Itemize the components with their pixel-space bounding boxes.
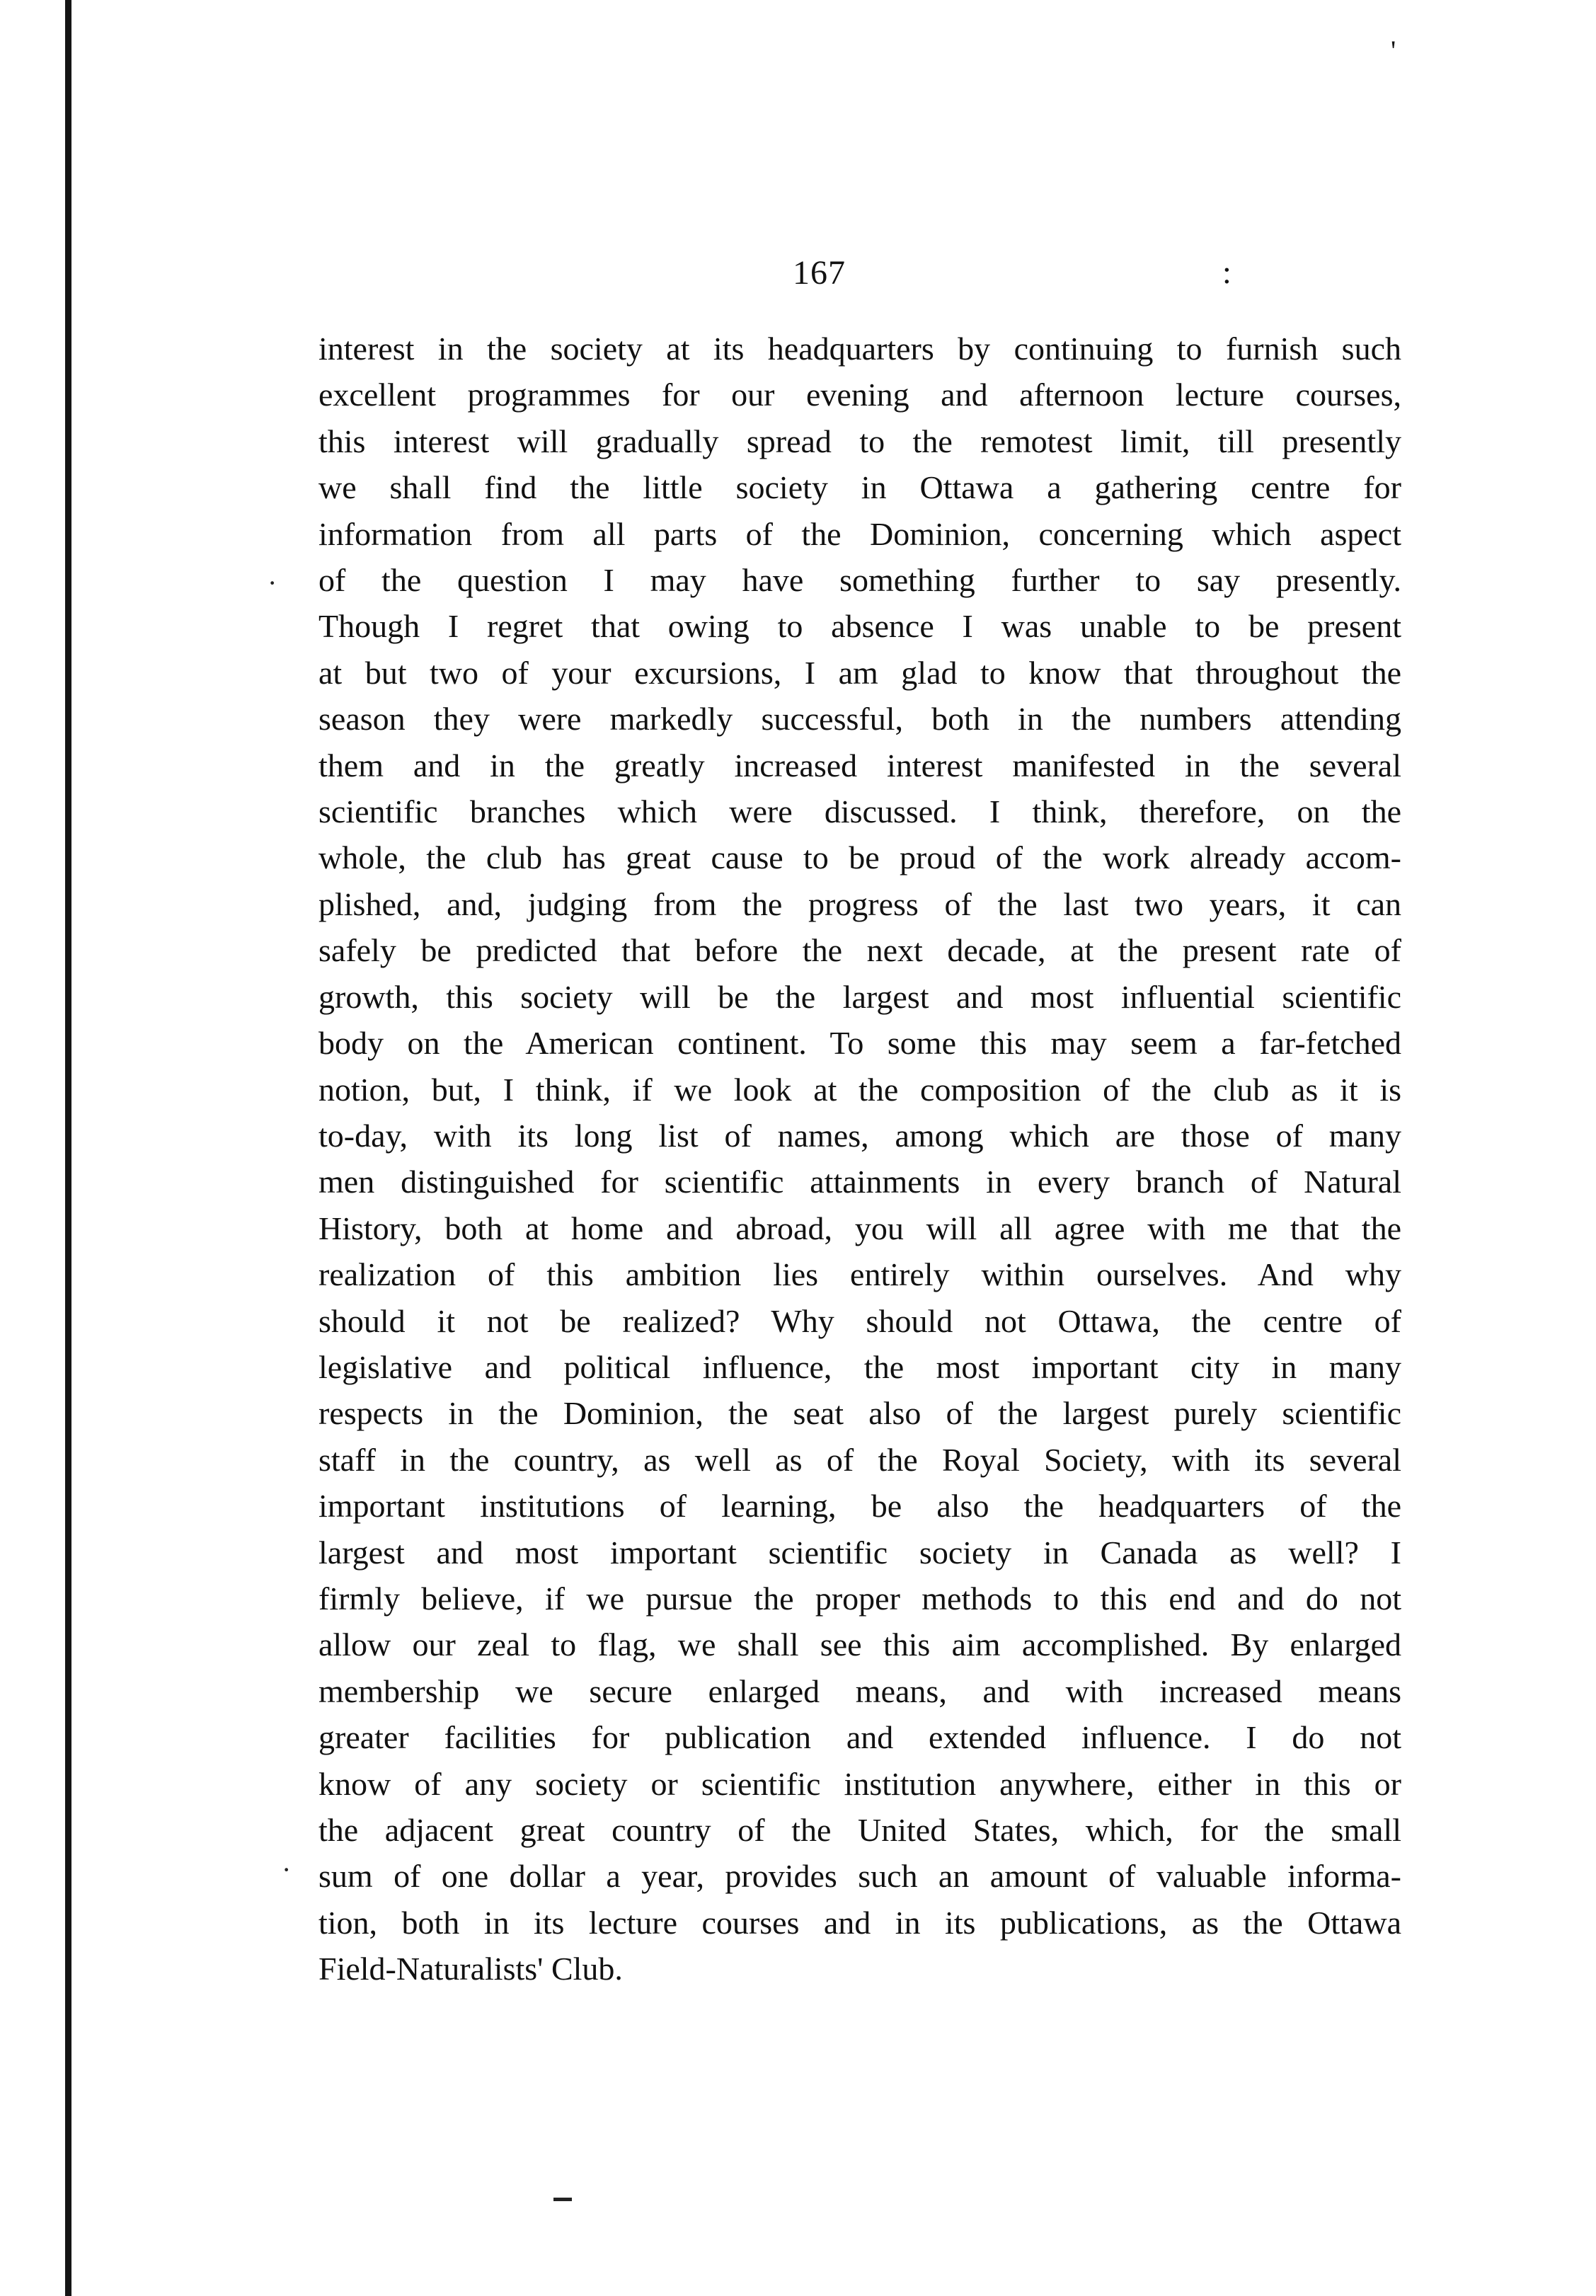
- text-line: this interest will gradually spread to the remotest limit, till presently: [318, 423, 1401, 459]
- text-line: season they were markedly successful, both in the numbers attending: [318, 701, 1401, 737]
- text-line: we shall find the little society in Ottawa a gathering centre for: [318, 469, 1401, 506]
- text-line: growth, this society will be the largest and most influential scientific: [318, 978, 1401, 1015]
- text-line: allow our zeal to flag, we shall see this aim accomplished. By enlarged: [318, 1626, 1401, 1663]
- body-paragraph: [318, 326, 1401, 1992]
- text-line: staff in the country, as well as of the Royal Society, with its several: [318, 1441, 1401, 1478]
- text-line: respects in the Dominion, the seat also of the largest purely scientific: [318, 1395, 1401, 1432]
- text-line: firmly believe, if we pursue the proper methods to this end and do not: [318, 1580, 1401, 1617]
- text-line: know of any society or scientific institution anywhere, either in this or: [318, 1765, 1401, 1802]
- text-line: membership we secure enlarged means, and with increased means: [318, 1672, 1401, 1709]
- text-line: information from all parts of the Dominion, concerning which aspect: [318, 515, 1401, 552]
- text-line-last: Field-Naturalists' Club.: [318, 1951, 623, 1987]
- text-line: Though I regret that owing to absence I was unable to be present: [318, 608, 1401, 645]
- text-line: scientific branches which were discussed. I think, therefore, on the: [318, 793, 1401, 830]
- text-line: body on the American continent. To some this may seem a far-fetched: [318, 1025, 1401, 1062]
- text-line: to-day, with its long list of names, among which are those of many: [318, 1117, 1401, 1154]
- text-line: men distinguished for scientific attainments in every branch of Natural: [318, 1164, 1401, 1200]
- text-line: plished, and, judging from the progress of the last two years, it can: [318, 885, 1401, 922]
- corner-mark: ': [1391, 35, 1396, 67]
- text-line: History, both at home and abroad, you will all agree with me that the: [318, 1210, 1401, 1246]
- text-line: tion, both in its lecture courses and in its publications, as the Ottawa: [318, 1904, 1401, 1941]
- text-line: legislative and political influence, the most important city in many: [318, 1348, 1401, 1385]
- bottom-dash-mark: [553, 2198, 572, 2201]
- text-line: should it not be realized? Why should not Ottawa, the centre of: [318, 1302, 1401, 1339]
- text-line: interest in the society at its headquarters by continuing to furnish such: [318, 331, 1401, 367]
- page-number: 167: [793, 254, 846, 292]
- text-line: at but two of your excursions, I am glad to know that throughout the: [318, 654, 1401, 691]
- text-line: whole, the club has great cause to be proud of the work already accom-: [318, 839, 1401, 876]
- text-line: largest and most important scientific society in Canada as well? I: [318, 1534, 1401, 1571]
- text-line: realization of this ambition lies entirely within ourselves. And why: [318, 1256, 1401, 1293]
- text-line: the adjacent great country of the United States, which, for the small: [318, 1812, 1401, 1848]
- text-line: notion, but, I think, if we look at the composition of the club as it is: [318, 1071, 1401, 1108]
- text-line: of the question I may have something further to say presently.: [318, 562, 1401, 599]
- text-line: excellent programmes for our evening and afternoon lecture courses,: [318, 377, 1401, 413]
- text-line: them and in the greatly increased interest manifested in the several: [318, 747, 1401, 783]
- margin-mark: :: [1222, 254, 1232, 290]
- margin-dot-upper: ·: [268, 567, 277, 599]
- text-line: greater facilities for publication and extended influence. I do not: [318, 1719, 1401, 1756]
- margin-dot-lower: ·: [282, 1854, 292, 1885]
- text-line: important institutions of learning, be also the headquarters of the: [318, 1488, 1401, 1525]
- text-line: sum of one dollar a year, provides such an amount of valuable informa-: [318, 1858, 1401, 1895]
- page-spine-edge: [65, 0, 71, 2296]
- text-line: safely be predicted that before the next decade, at the present rate of: [318, 932, 1401, 969]
